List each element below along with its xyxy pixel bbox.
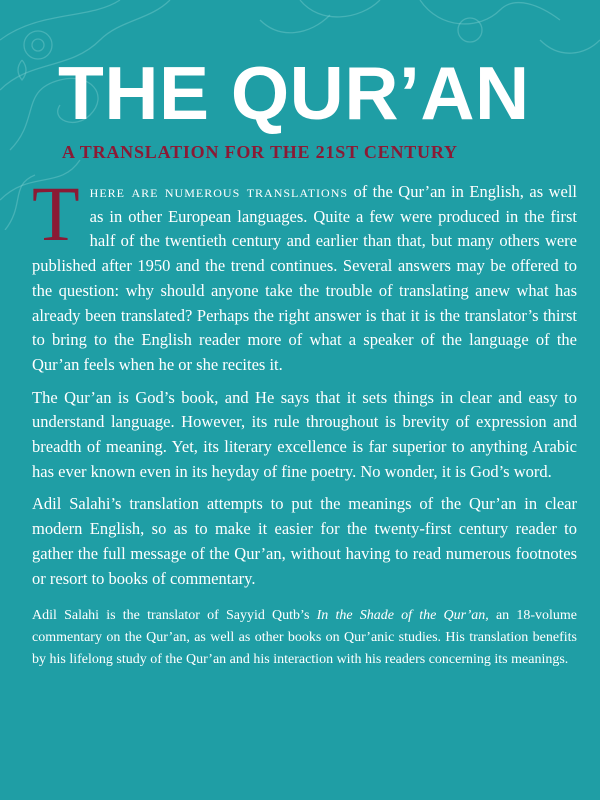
bio-book-title: In the Shade of the Qur’an	[316, 608, 486, 624]
paragraph-2: The Qur’an is God’s book, and He says that it sets things in clear and easy to understand language. However, its rule throughout is brevity of expression and breadth of meaning. Yet, its literary excellence is far superior to anything Arabic has ever known even in its heyday of fine poetry. No wonder, it is God’s word.	[32, 387, 577, 481]
paragraph-1	[32, 170, 577, 378]
blurb-body	[32, 170, 577, 671]
book-title: THE QUR’AN	[58, 51, 530, 135]
author-bio	[32, 605, 577, 671]
bio-text-start: Adil Salahi is the translator of Sayyid Qutb’s	[32, 608, 317, 624]
book-subtitle: A TRANSLATION FOR THE 21ST CENTURY	[62, 142, 458, 162]
paragraph-3: Adil Salahi’s translation attempts to put the meanings of the Qur’an in clear modern English, so as to make it easier for the twenty-first century reader to gather the full message of the Qur’an, without having to read numerous footnotes or resort to books of commentary.	[32, 494, 577, 588]
lead-in-smallcaps: here are numerous translations	[89, 182, 349, 201]
paragraph-1-text: of the Qur’an in English, as well as in other European languages. Quite a few were produced in the first half of the twentieth century and earlier than that, but many others were published after 1950 and the trend continues. Several answers may be offered to the question: why should anyone take the trouble of translating anew what has already been translated? Perhaps the right answer is that it is the translator’s thirst to bring to the English reader more of what a speaker of the language of the Qur’an feels when he or she recites it.	[32, 182, 577, 374]
drop-cap: T	[32, 170, 80, 257]
bio-text-end: , an 18-volume commentary on the Qur’an, as well as other books on Qur’anic studies. His translation benefits by his lifelong study of the Qur’an and his interaction with his readers concerning its meanings.	[32, 608, 577, 668]
